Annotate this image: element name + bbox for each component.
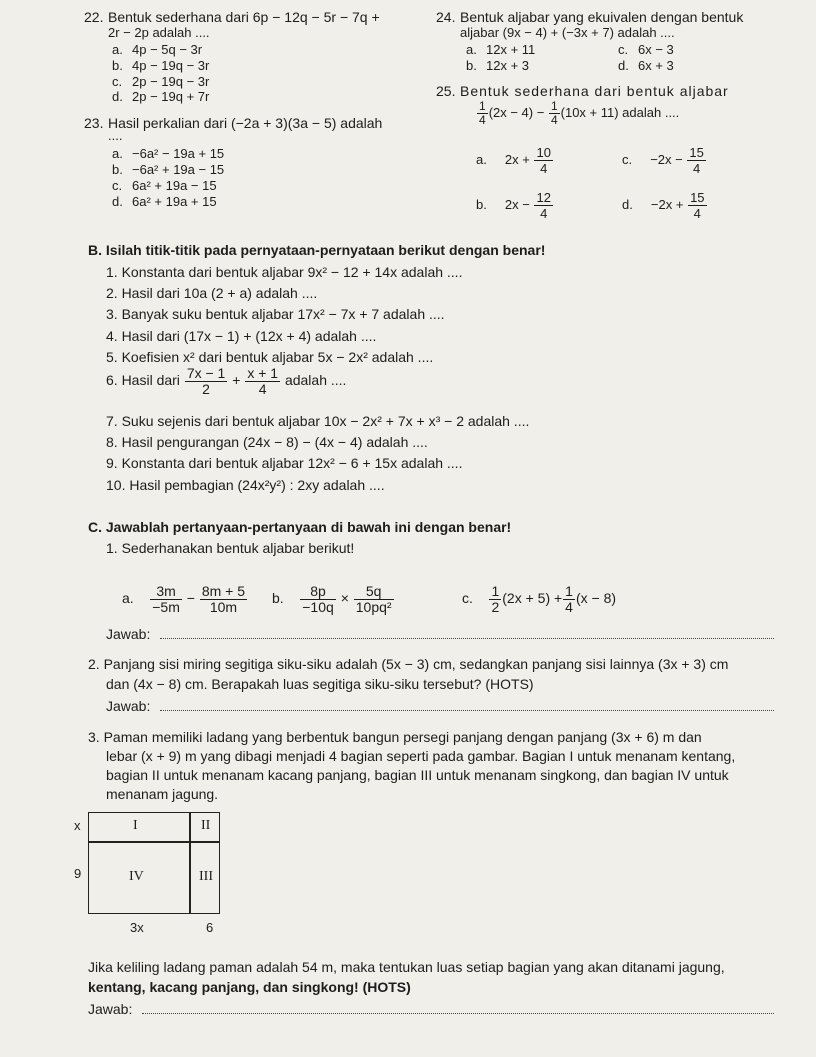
c3-line4: menanam jagung. [106,786,219,802]
c2-answer-line[interactable] [160,710,774,711]
c1-part-a: a. $\frac{3m}{-5m}$ − $\frac{8m + 5}{10m}$ [122,583,246,615]
diagram-bottom-right: 6 [206,920,214,935]
q25-opt-c: c. −2x − $\frac{15}{4}$ [622,145,704,176]
q23-opt-a-letter: a. [112,146,123,161]
q25-number: 25. [436,83,456,99]
c3-answer-line[interactable] [142,1013,774,1014]
q22-opt-d-letter: d. [112,89,123,104]
q24-text: Bentuk aljabar yang ekuivalen dengan bentuk [460,9,744,25]
q25-expression: $\frac{1}{4}$ (2x − 4) − $\frac{1}{4}$ (10x + 11) adalah .... [479,99,680,127]
q25-opt-b: b. 2x − $\frac{12}{4}$ [476,190,551,221]
q23-text: Hasil perkalian dari (−2a + 3)(3a − 5) adalah [108,115,383,131]
q24-number: 24. [436,9,456,25]
c1-text: 1. Sederhanakan bentuk aljabar berikut! [106,540,355,556]
q23-opt-b-letter: b. [112,162,123,177]
c2-line1: 2. Panjang sisi miring segitiga siku-siku adalah (5x − 3) cm, sedangkan panjang sisi lainnya (3x + 3) cm [88,656,729,672]
q25-text: Bentuk sederhana dari bentuk aljabar [460,83,729,99]
q22-opt-d: 2p − 19q + 7r [132,89,210,104]
q23-number: 23. [84,115,104,131]
c3-answer-label: Jawab: [88,1001,133,1017]
diagram-side-top: x [74,818,81,833]
section-b-item-9: 9. Konstanta dari bentuk aljabar 12x² − 6 + 15x adalah .... [106,455,463,471]
q24-opt-a-letter: a. [466,42,477,57]
section-b-item-8: 8. Hasil pengurangan (24x − 8) − (4x − 4) adalah .... [106,434,428,450]
q23-opt-b: −6a² + 19a − 15 [132,162,225,177]
c1-answer-line[interactable] [160,638,774,639]
diagram-cell-1: I [133,818,138,833]
q23-opt-a: −6a² − 19a + 15 [132,146,225,161]
q22-opt-b: 4p − 19q − 3r [132,58,210,73]
section-c-title: C. Jawablah pertanyaan-pertanyaan di bawah ini dengan benar! [88,519,512,535]
field-diagram [88,812,220,914]
q22-opt-b-letter: b. [112,58,123,73]
diagram-cell-2: II [201,818,211,833]
q24-opt-d-letter: d. [618,58,629,73]
section-b-item-1: 1. Konstanta dari bentuk aljabar 9x² − 12 + 14x adalah .... [106,264,463,280]
c1-answer-label: Jawab: [106,626,151,642]
q24-opt-a: 12x + 11 [486,42,536,57]
section-b-item-7: 7. Suku sejenis dari bentuk aljabar 10x − 2x² + 7x + x³ − 2 adalah .... [106,413,530,429]
q24-text2: aljabar (9x − 4) + (−3x + 7) adalah .... [460,25,675,40]
c3-para1: Jika keliling ladang paman adalah 54 m, maka tentukan luas setiap bagian yang akan ditanami jagung, [88,959,725,975]
diagram-horizontal-divider [89,841,219,843]
section-b-item-6: 6. Hasil dari $\frac{7x - 1}{2}$ + $\frac{x + 1}{4}$ adalah .... [106,365,347,397]
q23-opt-d-letter: d. [112,194,123,209]
diagram-side-bottom: 9 [74,866,82,881]
q22-opt-c: 2p − 19q − 3r [132,74,210,89]
section-b-item-5: 5. Koefisien x² dari bentuk aljabar 5x − 2x² adalah .... [106,349,434,365]
section-b-item-2: 2. Hasil dari 10a (2 + a) adalah .... [106,285,318,301]
section-b-item-10: 10. Hasil pembagian (24x²y²) : 2xy adalah .... [106,477,385,493]
c3-line3: bagian II untuk menanam kacang panjang, bagian III untuk menanam singkong, dan bagian IV untuk [106,767,729,783]
q24-opt-b: 12x + 3 [486,58,530,73]
q22-opt-a: 4p − 5q − 3r [132,42,203,57]
section-b-item-3: 3. Banyak suku bentuk aljabar 17x² − 7x + 7 adalah .... [106,306,445,322]
diagram-cell-3: III [199,869,213,884]
c1-part-c: c. $\frac{1}{2}$ (2x + 5) + $\frac{1}{4}$ (x − 8) [462,583,617,615]
c3-line2: lebar (x + 9) m yang dibagi menjadi 4 bagian seperti pada gambar. Bagian I untuk menanam kentang, [106,748,736,764]
q25-opt-a: a. 2x + $\frac{10}{4}$ [476,145,551,176]
c2-answer-label: Jawab: [106,698,151,714]
q22-text: Bentuk sederhana dari 6p − 12q − 5r − 7q + [108,9,380,25]
diagram-vertical-divider [189,813,191,913]
c2-line2: dan (4x − 8) cm. Berapakah luas segitiga siku-siku tersebut? (HOTS) [106,676,534,692]
c3-para2: kentang, kacang panjang, dan singkong! (HOTS) [88,979,411,995]
diagram-cell-4: IV [129,869,144,884]
q25-opt-d: d. −2x + $\frac{15}{4}$ [622,190,705,221]
q23-text2: .... [108,128,123,143]
section-b-title: B. Isilah titik-titik pada pernyataan-pernyataan berikut dengan benar! [88,242,546,258]
q24-opt-d: 6x + 3 [638,58,674,73]
c3-line1: 3. Paman memiliki ladang yang berbentuk bangun persegi panjang dengan panjang (3x + 6) m dan [88,729,702,745]
q24-opt-c-letter: c. [618,42,629,57]
q24-opt-b-letter: b. [466,58,477,73]
q24-opt-c: 6x − 3 [638,42,674,57]
q23-opt-d: 6a² + 19a + 15 [132,194,217,209]
q22-text2: 2r − 2p adalah .... [108,25,210,40]
q22-opt-c-letter: c. [112,74,123,89]
c1-part-b: b. $\frac{8p}{-10q}$ × $\frac{5q}{\text{10pq²}}$ [272,583,392,615]
q22-number: 22. [84,9,104,25]
q22-opt-a-letter: a. [112,42,123,57]
diagram-bottom-left: 3x [130,920,144,935]
q23-opt-c: 6a² + 19a − 15 [132,178,217,193]
q23-opt-c-letter: c. [112,178,123,193]
section-b-item-4: 4. Hasil dari (17x − 1) + (12x + 4) adalah .... [106,328,377,344]
